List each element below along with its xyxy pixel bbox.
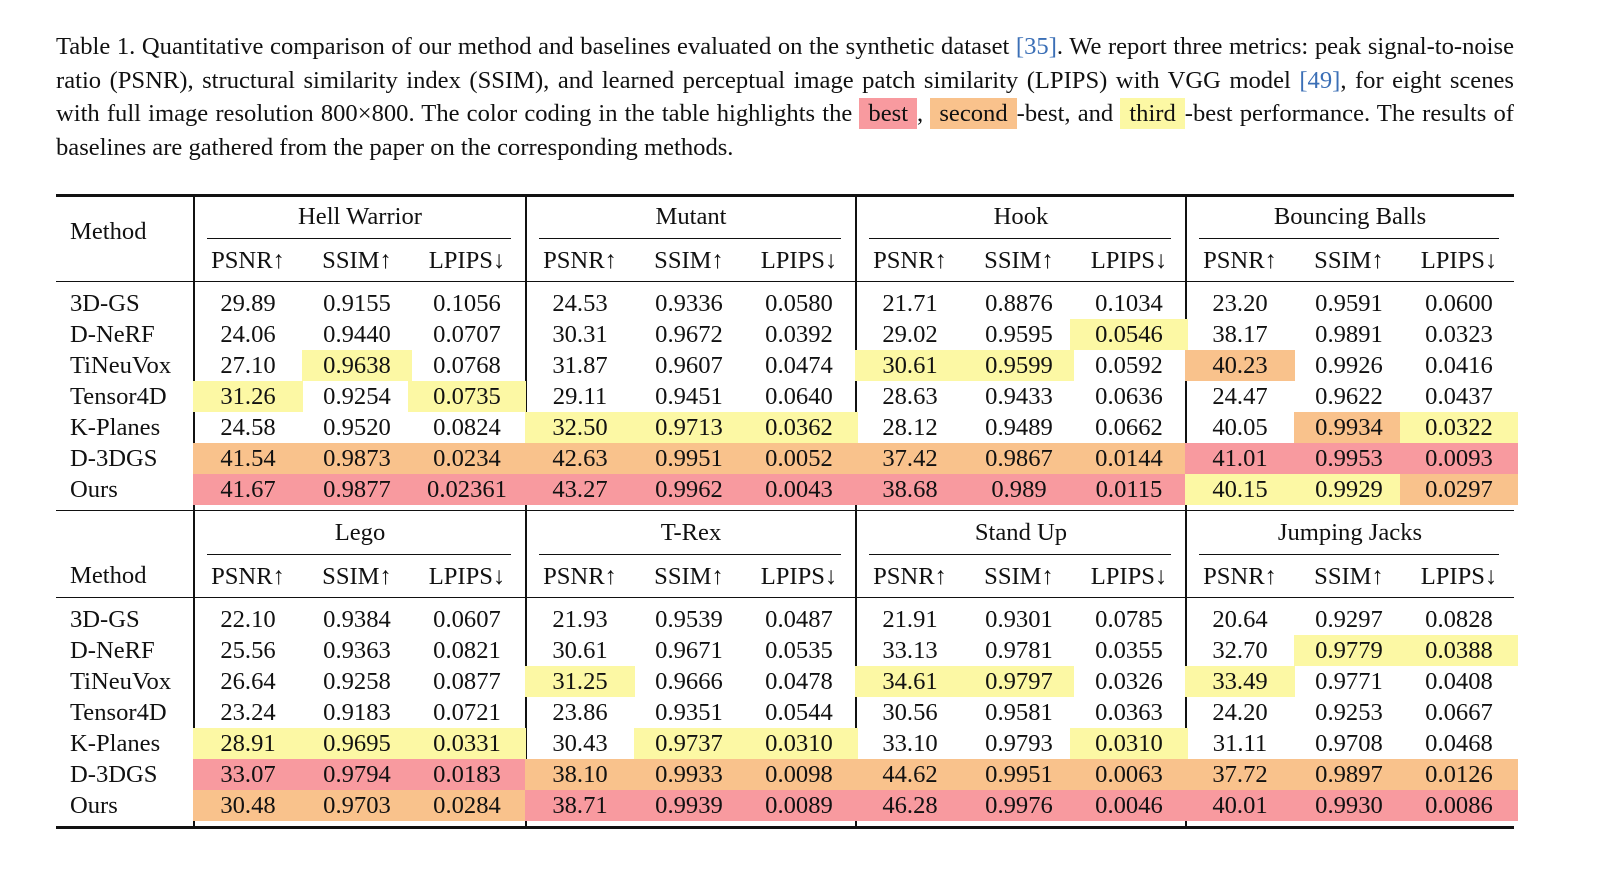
table-cell: 0.0331 — [408, 728, 526, 759]
table-cell: 0.0322 — [1400, 412, 1518, 443]
table-cell: 44.62 — [855, 759, 965, 790]
table-cell: 40.01 — [1185, 790, 1295, 821]
table-cell: 31.26 — [193, 381, 303, 412]
table-cell: 0.9794 — [302, 759, 412, 790]
block-separator-rule — [56, 510, 1514, 511]
method-name: TiNeuVox — [70, 352, 172, 379]
table-cell: 0.9363 — [323, 637, 391, 664]
scene-group-rule — [539, 238, 841, 239]
metric-header: SSIM↑ — [322, 247, 392, 274]
table-cell: 0.9962 — [634, 474, 744, 505]
table-cell: 40.15 — [1185, 474, 1295, 505]
table-cell: 0.0474 — [765, 352, 833, 379]
table-cell: 0.9451 — [655, 383, 723, 410]
table-cell: 0.0098 — [740, 759, 858, 790]
table-cell: 0.9939 — [634, 790, 744, 821]
scene-group-rule — [1199, 238, 1499, 239]
table-cell: 31.11 — [1212, 730, 1268, 757]
method-name: 3D-GS — [70, 290, 140, 317]
scene-title: Hell Warrior — [298, 203, 422, 230]
table-cell: 30.43 — [552, 730, 608, 757]
table-cell: 20.64 — [1212, 606, 1268, 633]
bottom-rule — [56, 826, 1514, 829]
metric-header: SSIM↑ — [984, 563, 1054, 590]
table-cell: 0.0326 — [1095, 668, 1163, 695]
table-cell: 33.07 — [193, 759, 303, 790]
table-cell: 0.1056 — [433, 290, 501, 317]
table-cell: 0.9891 — [1315, 321, 1383, 348]
table-cell: 0.9873 — [302, 443, 412, 474]
table-cell: 0.9781 — [985, 637, 1053, 664]
table-cell: 42.63 — [525, 443, 635, 474]
table-cell: 0.9737 — [634, 728, 744, 759]
caption-text-1: Table 1. Quantitative comparison of our method and baselines evaluated on the synthetic dataset — [56, 33, 1016, 60]
table-cell: 28.12 — [882, 414, 938, 441]
metric-header: LPIPS↓ — [1420, 563, 1498, 590]
table-caption — [56, 30, 1514, 164]
citation-link-49[interactable]: [49] — [1299, 66, 1341, 94]
table-cell: 38.68 — [855, 474, 965, 505]
table-cell: 0.9638 — [302, 350, 412, 381]
table-cell: 0.9539 — [655, 606, 723, 633]
table-cell: 30.61 — [855, 350, 965, 381]
table-cell: 0.9254 — [323, 383, 391, 410]
table-cell: 0.989 — [964, 474, 1074, 505]
method-name: D-3DGS — [70, 445, 158, 472]
table-cell: 43.27 — [525, 474, 635, 505]
table-cell: 0.9672 — [655, 321, 723, 348]
table-cell: 0.0362 — [740, 412, 858, 443]
table-cell: 33.10 — [882, 730, 938, 757]
scene-title: Mutant — [655, 203, 727, 230]
table-cell: 0.0667 — [1425, 699, 1493, 726]
table-cell: 0.0126 — [1400, 759, 1518, 790]
table-cell: 0.0640 — [765, 383, 833, 410]
scene-title: Lego — [334, 519, 386, 546]
scene-group-rule — [207, 238, 511, 239]
metric-header: SSIM↑ — [1314, 563, 1384, 590]
table-cell: 0.9877 — [302, 474, 412, 505]
table-cell: 37.72 — [1185, 759, 1295, 790]
legend-best-swatch: best — [859, 98, 917, 129]
table-cell: 0.9253 — [1315, 699, 1383, 726]
table-cell: 0.9297 — [1315, 606, 1383, 633]
caption-text-4: -best performance. The results of baselines are gathered from the paper on the corresponding methods. — [56, 100, 1514, 161]
table-cell: 23.24 — [220, 699, 276, 726]
table-cell: 0.9581 — [985, 699, 1053, 726]
table-cell: 41.01 — [1185, 443, 1295, 474]
table-cell: 0.0824 — [433, 414, 501, 441]
table-cell: 28.91 — [193, 728, 303, 759]
scene-group-rule — [207, 554, 511, 555]
table-cell: 0.9520 — [323, 414, 391, 441]
method-name: D-NeRF — [70, 321, 155, 348]
table-cell: 34.61 — [855, 666, 965, 697]
table-cell: 0.9929 — [1294, 474, 1404, 505]
table-cell: 0.9695 — [302, 728, 412, 759]
table-cell: 40.05 — [1212, 414, 1268, 441]
table-cell: 29.89 — [220, 290, 276, 317]
table-cell: 0.9599 — [964, 350, 1074, 381]
table-cell: 0.0297 — [1400, 474, 1518, 505]
scene-group-rule — [539, 554, 841, 555]
table-cell: 30.31 — [552, 321, 608, 348]
table-cell: 0.9951 — [964, 759, 1074, 790]
method-name: 3D-GS — [70, 606, 140, 633]
table-cell: 26.64 — [220, 668, 276, 695]
table-cell: 38.17 — [1212, 321, 1268, 348]
table-cell: 0.0544 — [765, 699, 833, 726]
table-cell: 0.9797 — [964, 666, 1074, 697]
table-cell: 27.10 — [220, 352, 276, 379]
scene-title: Hook — [993, 203, 1049, 230]
table-cell: 0.0052 — [740, 443, 858, 474]
method-name: K-Planes — [70, 730, 161, 757]
table-cell: 0.9489 — [985, 414, 1053, 441]
scene-title: Bouncing Balls — [1273, 203, 1427, 230]
table-cell: 0.0487 — [765, 606, 833, 633]
table-cell: 31.87 — [552, 352, 608, 379]
table-cell: 0.9301 — [985, 606, 1053, 633]
header-rule — [56, 281, 1514, 282]
table-cell: 0.9933 — [634, 759, 744, 790]
table-cell: 0.9671 — [655, 637, 723, 664]
metric-header: LPIPS↓ — [1420, 247, 1498, 274]
table-cell: 0.0821 — [433, 637, 501, 664]
table-cell: 0.0768 — [433, 352, 501, 379]
table-cell: 0.0600 — [1425, 290, 1493, 317]
table-cell: 0.9953 — [1294, 443, 1404, 474]
metric-header: LPIPS↓ — [1090, 563, 1168, 590]
table-cell: 0.9595 — [985, 321, 1053, 348]
table-cell: 0.9930 — [1294, 790, 1404, 821]
table-cell: 0.9779 — [1294, 635, 1404, 666]
metric-header: PSNR↑ — [1203, 563, 1277, 590]
scene-title: Stand Up — [974, 519, 1068, 546]
table-cell: 0.9897 — [1294, 759, 1404, 790]
table-cell: 41.67 — [193, 474, 303, 505]
method-name: Ours — [70, 792, 118, 819]
table-cell: 0.0388 — [1400, 635, 1518, 666]
caption-text-3: , for eight scenes with full image resolution 800×800. The color coding in the table highlights the — [56, 66, 1515, 127]
metric-header: SSIM↑ — [1314, 247, 1384, 274]
table-cell: 0.02361 — [408, 474, 526, 505]
caption-sep-2: -best, and — [1016, 100, 1121, 127]
table-cell: 33.13 — [882, 637, 938, 664]
caption-text-2: . We report three metrics: peak signal-to-noise ratio (PSNR), structural similarity index (SSIM), and learned perceptual image patch similarity (LPIPS) with VGG model — [56, 33, 1514, 94]
table-cell: 0.9708 — [1315, 730, 1383, 757]
metric-header: PSNR↑ — [1203, 247, 1277, 274]
legend-third-swatch: third — [1120, 98, 1184, 129]
metric-header: LPIPS↓ — [428, 563, 506, 590]
table-cell: 0.0877 — [433, 668, 501, 695]
table-cell: 0.9258 — [323, 668, 391, 695]
table-cell: 0.0093 — [1400, 443, 1518, 474]
table-cell: 21.93 — [552, 606, 608, 633]
header-rule — [56, 597, 1514, 598]
table-cell: 0.9384 — [323, 606, 391, 633]
table-cell: 0.9591 — [1315, 290, 1383, 317]
table-cell: 0.0785 — [1095, 606, 1163, 633]
top-rule — [56, 194, 1514, 197]
scene-group-rule — [869, 238, 1171, 239]
method-name: Tensor4D — [70, 383, 167, 410]
table-cell: 30.61 — [552, 637, 608, 664]
table-cell: 0.0721 — [433, 699, 501, 726]
table-cell: 0.0437 — [1425, 383, 1493, 410]
table-cell: 21.71 — [882, 290, 938, 317]
table-cell: 28.63 — [882, 383, 938, 410]
table-cell: 0.0592 — [1095, 352, 1163, 379]
table-cell: 0.0535 — [765, 637, 833, 664]
table-cell: 33.49 — [1185, 666, 1295, 697]
table-cell: 0.9703 — [302, 790, 412, 821]
table-cell: 0.9607 — [655, 352, 723, 379]
table-cell: 25.56 — [220, 637, 276, 664]
method-name: D-NeRF — [70, 637, 155, 664]
table-cell: 0.9183 — [323, 699, 391, 726]
table-cell: 0.0063 — [1070, 759, 1188, 790]
table-cell: 0.9336 — [655, 290, 723, 317]
table-cell: 0.0183 — [408, 759, 526, 790]
table-cell: 0.9771 — [1315, 668, 1383, 695]
table-cell: 0.0144 — [1070, 443, 1188, 474]
table-cell: 0.8876 — [985, 290, 1053, 317]
citation-link-35[interactable]: [35] — [1015, 33, 1057, 60]
table-cell: 21.91 — [882, 606, 938, 633]
table-cell: 46.28 — [855, 790, 965, 821]
method-name: K-Planes — [70, 414, 161, 441]
table-cell: 32.70 — [1212, 637, 1268, 664]
table-cell: 32.50 — [525, 412, 635, 443]
caption-sep-1: , — [917, 100, 931, 127]
table-cell: 0.0580 — [765, 290, 833, 317]
scene-title: Jumping Jacks — [1277, 519, 1423, 546]
table-cell: 0.0043 — [740, 474, 858, 505]
table-cell: 24.20 — [1212, 699, 1268, 726]
metric-header: LPIPS↓ — [760, 247, 838, 274]
table-cell: 0.0828 — [1425, 606, 1493, 633]
table-cell: 24.58 — [220, 414, 276, 441]
table-cell: 0.0363 — [1095, 699, 1163, 726]
table-cell: 0.0546 — [1070, 319, 1188, 350]
legend-second-swatch: second — [930, 98, 1016, 129]
table-cell: 0.0392 — [765, 321, 833, 348]
table-cell: 0.9351 — [655, 699, 723, 726]
table-cell: 0.9934 — [1294, 412, 1404, 443]
table-cell: 38.71 — [525, 790, 635, 821]
table-cell: 23.20 — [1212, 290, 1268, 317]
table-cell: 0.0662 — [1095, 414, 1163, 441]
table-cell: 0.0234 — [408, 443, 526, 474]
table-cell: 0.9976 — [964, 790, 1074, 821]
table-cell: 24.47 — [1212, 383, 1268, 410]
table-cell: 0.0089 — [740, 790, 858, 821]
table-cell: 30.56 — [882, 699, 938, 726]
method-name: D-3DGS — [70, 761, 158, 788]
metric-header: SSIM↑ — [322, 563, 392, 590]
table-cell: 37.42 — [855, 443, 965, 474]
metric-header: PSNR↑ — [543, 563, 617, 590]
table-cell: 0.0478 — [765, 668, 833, 695]
method-name: Ours — [70, 476, 118, 503]
table-cell: 0.9155 — [323, 290, 391, 317]
metric-header: PSNR↑ — [211, 563, 285, 590]
table-cell: 41.54 — [193, 443, 303, 474]
table-cell: 0.9440 — [323, 321, 391, 348]
table-cell: 0.9793 — [985, 730, 1053, 757]
table-cell: 0.0046 — [1070, 790, 1188, 821]
metric-header: SSIM↑ — [654, 563, 724, 590]
metric-header: PSNR↑ — [873, 247, 947, 274]
table-cell: 22.10 — [220, 606, 276, 633]
metric-header: SSIM↑ — [984, 247, 1054, 274]
table-cell: 0.1034 — [1095, 290, 1163, 317]
metric-header: PSNR↑ — [211, 247, 285, 274]
metric-header: PSNR↑ — [873, 563, 947, 590]
scene-group-rule — [1199, 554, 1499, 555]
table-cell: 0.0607 — [433, 606, 501, 633]
table-cell: 0.0735 — [408, 381, 526, 412]
table-cell: 24.06 — [220, 321, 276, 348]
metric-header: SSIM↑ — [654, 247, 724, 274]
table-cell: 23.86 — [552, 699, 608, 726]
table-cell: 29.02 — [882, 321, 938, 348]
metric-header: LPIPS↓ — [1090, 247, 1168, 274]
table-cell: 0.0636 — [1095, 383, 1163, 410]
table-cell: 0.0115 — [1070, 474, 1188, 505]
table-cell: 0.0284 — [408, 790, 526, 821]
table-cell: 0.0310 — [1070, 728, 1188, 759]
method-header: Method — [70, 218, 147, 245]
method-header: Method — [70, 562, 147, 589]
table-cell: 0.9867 — [964, 443, 1074, 474]
table-cell: 0.9926 — [1315, 352, 1383, 379]
table-cell: 0.0416 — [1425, 352, 1493, 379]
method-name: Tensor4D — [70, 699, 167, 726]
table-cell: 0.0468 — [1425, 730, 1493, 757]
table-cell: 0.0323 — [1425, 321, 1493, 348]
metric-header: PSNR↑ — [543, 247, 617, 274]
table-cell: 38.10 — [525, 759, 635, 790]
table-cell: 0.0355 — [1095, 637, 1163, 664]
metric-header: LPIPS↓ — [428, 247, 506, 274]
table-cell: 0.0707 — [433, 321, 501, 348]
table-cell: 31.25 — [525, 666, 635, 697]
table-cell: 0.0408 — [1425, 668, 1493, 695]
metric-header: LPIPS↓ — [760, 563, 838, 590]
scene-title: T-Rex — [660, 519, 722, 546]
table-cell: 0.9666 — [655, 668, 723, 695]
table-cell: 40.23 — [1185, 350, 1295, 381]
method-name: TiNeuVox — [70, 668, 172, 695]
scene-group-rule — [869, 554, 1171, 555]
table-cell: 24.53 — [552, 290, 608, 317]
table-cell: 0.0310 — [740, 728, 858, 759]
table-cell: 29.11 — [552, 383, 608, 410]
table-cell: 30.48 — [193, 790, 303, 821]
table-cell: 0.9622 — [1315, 383, 1383, 410]
table-cell: 0.0086 — [1400, 790, 1518, 821]
table-cell: 0.9951 — [634, 443, 744, 474]
table-cell: 0.9433 — [985, 383, 1053, 410]
table-cell: 0.9713 — [634, 412, 744, 443]
